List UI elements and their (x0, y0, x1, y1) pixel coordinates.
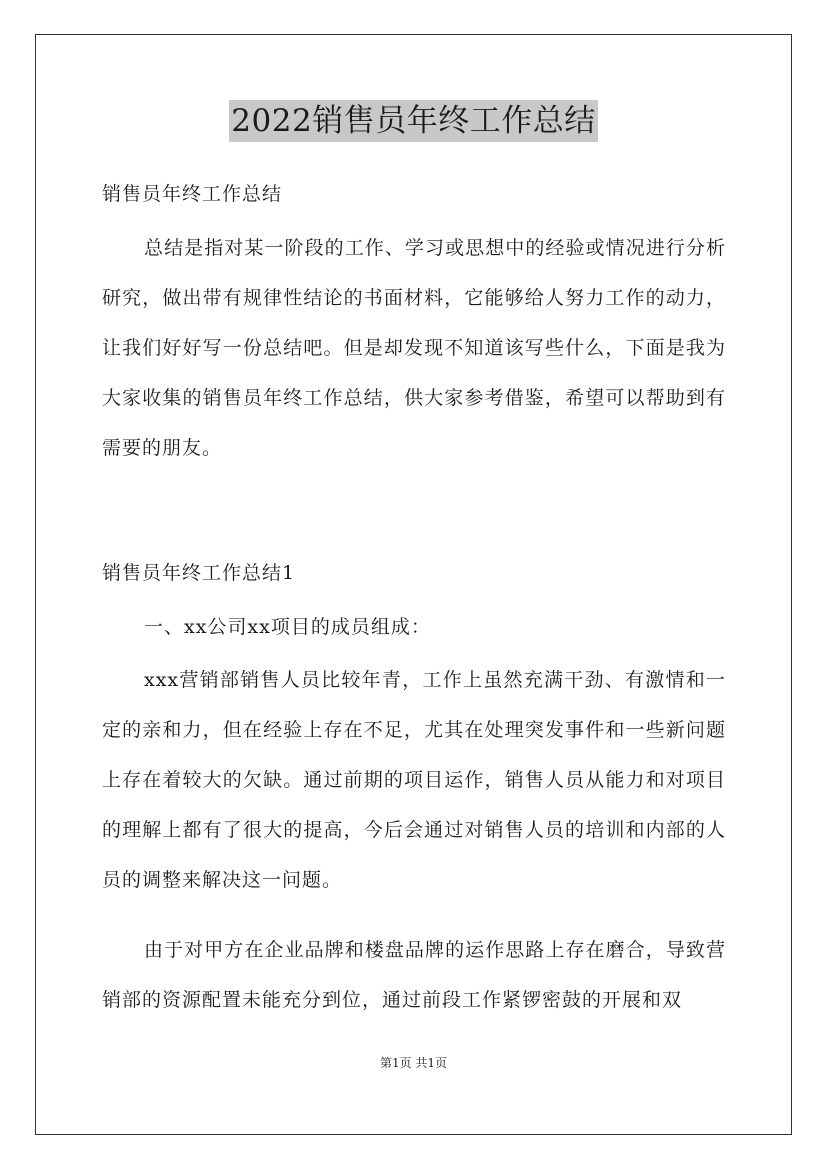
body-paragraph-continued: 由于对甲方在企业品牌和楼盘品牌的运作思路上存在磨合，导致营销部的资源配置未能充分到位，通过前段工作紧锣密鼓的开展和双 (102, 939, 726, 1011)
list-item-heading: 一、xx公司xx项目的成员组成： (144, 616, 431, 638)
body-paragraph: xxx营销部销售人员比较年青，工作上虽然充满干劲、有激情和一定的亲和力，但在经验上存在不足，尤其在处理突发事件和一些新问题上存在着较大的欠缺。通过前期的项目运作，销售人员从能力和对项目的理解上都有了很大的提高，今后会通过对销售人员的培训和内部的人员的调整来解决这一问题。 (102, 669, 726, 891)
document-subtitle: 销售员年终工作总结 (102, 183, 283, 205)
intro-paragraph: 总结是指对某一阶段的工作、学习或思想中的经验或情况进行分析研究，做出带有规律性结论的书面材料，它能够给人努力工作的动力，让我们好好写一份总结吧。但是却发现不知道该写些什么，下面是我为大家收集的销售员年终工作总结，供大家参考借鉴，希望可以帮助到有需要的朋友。 (102, 237, 726, 459)
page-number-footer: 第1页 共1页 (379, 1056, 448, 1070)
title-container (0, 100, 827, 142)
document-title: 2022销售员年终工作总结 (229, 100, 597, 142)
section-heading: 销售员年终工作总结1 (102, 562, 296, 584)
